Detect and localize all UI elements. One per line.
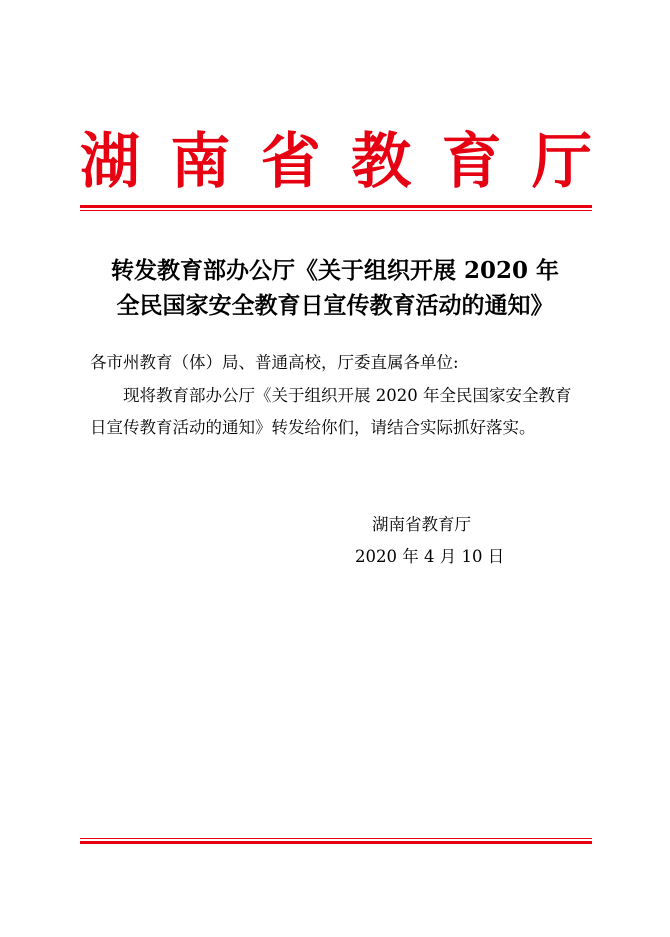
document-title-line-2: 全民国家安全教育日宣传教育活动的通知》 [116, 292, 554, 319]
letterhead-char: 南 [170, 127, 231, 197]
letterhead-title [80, 126, 592, 198]
letterhead-char: 教 [351, 127, 412, 197]
body-paragraph-line-2: 日宣传教育活动的通知》转发给你们，请结合实际抓好落实。 [90, 418, 536, 437]
document-title [60, 253, 610, 323]
header-divider-thin [80, 210, 592, 211]
signature-date: 2020 年 4 月 10 日 [355, 547, 505, 566]
footer-divider-thin [80, 838, 592, 839]
letterhead-char: 育 [441, 127, 502, 197]
body-paragraph-line-1: 现将教育部办公厅《关于组织开展 2020 年全民国家安全教育 [123, 386, 572, 405]
letterhead-char: 厅 [531, 127, 592, 197]
letterhead-char: 省 [260, 127, 321, 197]
signature-organization: 湖南省教育厅 [372, 515, 471, 534]
addressee-line: 各市州教育（体）局、普通高校，厅委直属各单位: [90, 353, 459, 372]
letterhead-char: 湖 [80, 127, 140, 197]
footer-divider-thick [80, 841, 592, 844]
header-divider-thick [80, 205, 592, 208]
document-title-line-1: 转发教育部办公厅《关于组织开展 2020 年 [110, 257, 560, 284]
